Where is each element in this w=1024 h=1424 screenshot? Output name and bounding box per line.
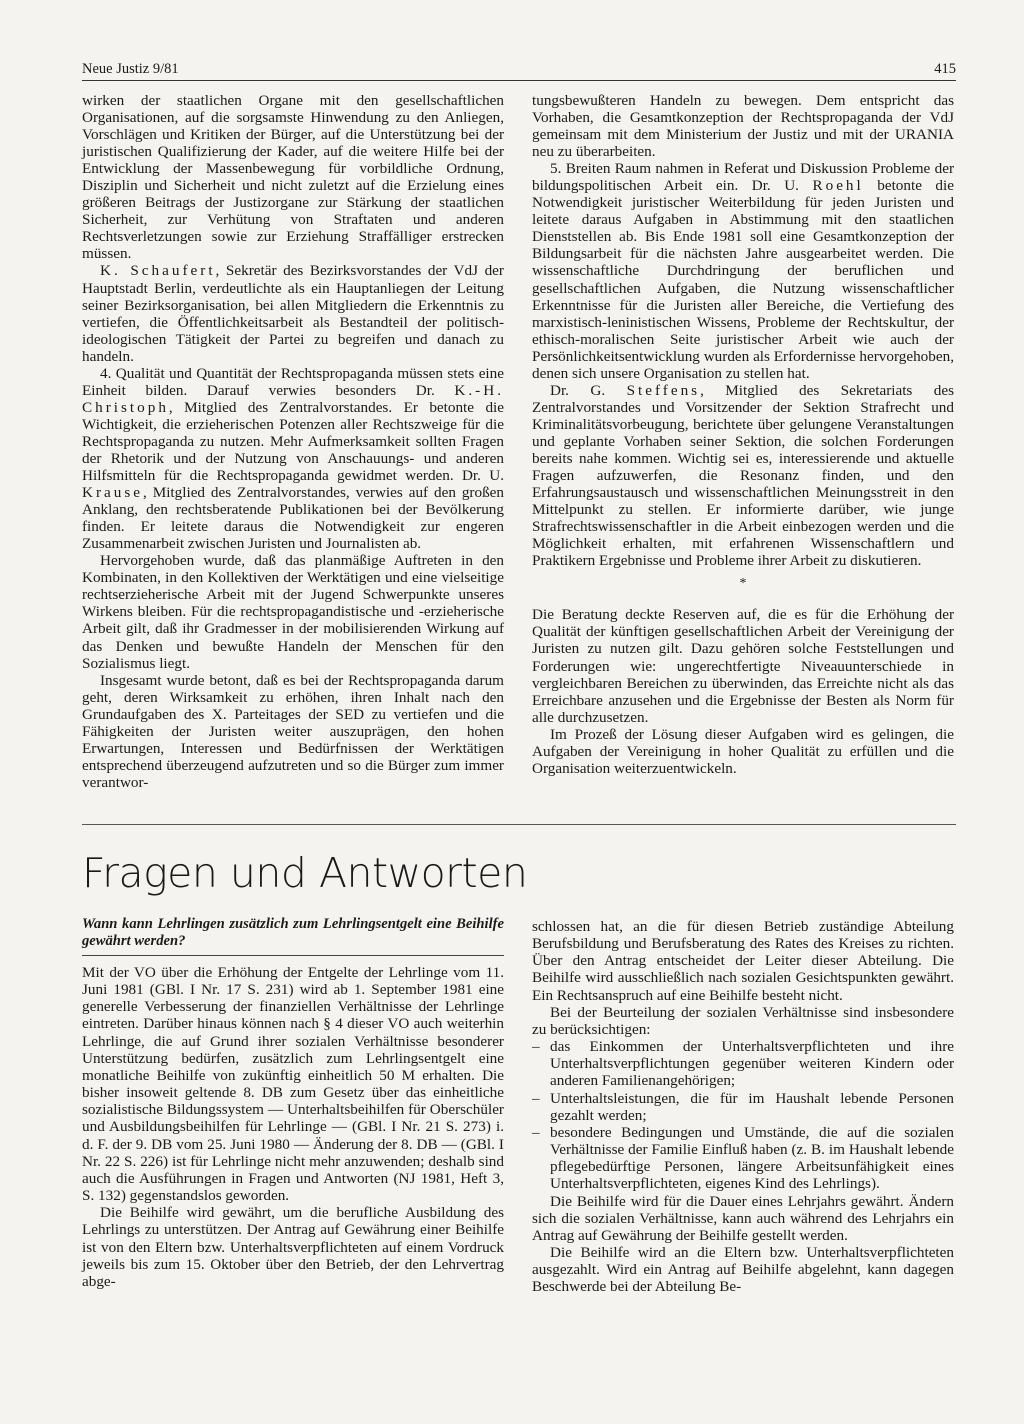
paragraph: schlossen hat, an die für diesen Betrieb zuständige Abteilung Berufsbildung und Berufsberatung des Rates des Kreises zu richten. Über den Antrag entscheidet der Leiter dieser Abteilung. Die Beihilfe wird ausschließlich nach sozialen Gesichtspunkten gewährt. Ein Rechtsanspruch auf eine Beihilfe besteht nicht. (532, 918, 954, 1004)
paragraph: Dr. G. Steffens, Mitglied des Sekretariats des Zentralvorstandes und Vorsitzender der Sektion Strafrecht und Kriminalitätsvorbeugung, berichtete über gelungene Veranstaltungen und geplante Vorhaben seiner Sektion, die solchen Forderungen bereits nahe kommen. Wichtig sei es, interessierende und aktuelle Fragen aufzuwerfen, die Resonanz finden, und den Erfahrungsaustausch und wissenschaftlichen Meinungsstreit in den Mittelpunkt zu stellen. Er informierte darüber, wie junge Strafrechtswissenschaftler in die Arbeit einbezogen werden und die Möglichkeit erhalten, mit erfahrenen Wissenschaftlern und Praktikern Ergebnisse und Probleme ihrer Arbeit zu diskutieren. (532, 381, 954, 570)
paragraph: Die Beihilfe wird für die Dauer eines Lehrjahrs gewährt. Ändern sich die sozialen Verhältnisse, kann auch während des Lehrjahrs ein Antrag auf Gewährung der Beihilfe gestellt werden. (532, 1192, 954, 1244)
page-number: 415 (934, 61, 956, 77)
criteria-list (532, 1038, 954, 1192)
person-name: Steffens (626, 381, 701, 399)
paragraph: Mit der VO über die Erhöhung der Entgelte der Lehrlinge vom 11. Juni 1981 (GBl. I Nr. 17 S. 231) wird ab 1. September 1981 eine generelle Verbesserung der finanziellen Verhältnisse der Lehrlinge eintreten. Darüber hinaus können nach § 4 dieser VO auch weiterhin Lehrlinge, die auf Grund ihrer sozialen Verhältnisse besonderer Unterstützung bedürfen, zusätzlich zum Lehrlingsentgelt eine monatliche Beihilfe von zukünftig einheitlich 50 M erhalten. Die bisher insoweit geltende 8. DB zum Gesetz über das einheitliche sozialistische Bildungssystem — Unterhaltsbeihilfen für Oberschüler und Ausbildungsbeihilfen für Lehrlinge — (GBl. I Nr. 21 S. 273) i. d. F. der 9. DB vom 25. Juni 1980 — Änderung der 8. DB — (GBl. I Nr. 22 S. 226) ist für Lehrlinge nicht mehr anzuwenden; deshalb sind auch die Ausführungen in Fragen und Antworten (NJ 1981, Heft 3, S. 132) gegenstandslos geworden. (82, 964, 504, 1205)
person-name: Krause (82, 484, 144, 502)
person-name: K. Schaufert (100, 262, 216, 280)
paragraph: K. Schaufert, Sekretär des Bezirksvorstandes der VdJ der Hauptstadt Berlin, verdeutlichte als ein Hauptanliegen der Leitung seiner Bezirksorganisation, bei allen Mitgliedern die Erkenntnis zu vertiefen, die Öffentlichkeitsarbeit als Bestandteil der politisch-ideologischen Tätigkeit der Partei zu begreifen und danach zu handeln. (82, 262, 504, 365)
list-item: – Unterhaltsleistungen, die für im Haushalt lebende Personen gezahlt werden; (532, 1090, 954, 1124)
paragraph: Insgesamt wurde betont, daß es bei der Rechtspropaganda darum geht, deren Wirksamkeit zu erhöhen, ihren Inhalt nach den Grundaufgaben des X. Parteitages der SED zu vertiefen und die Fähigkeiten der Juristen weiter auszuprägen, den hohen Erwartungen, Interessen und Bedürfnissen der Werktätigen entsprechend überzeugend aufzutreten und so die Bürger zum immer verantwor- (82, 671, 504, 791)
section-title: Fragen und Antworten (82, 849, 528, 897)
journal-issue: Neue Justiz 9/81 (82, 61, 179, 77)
answer-left-column (82, 964, 504, 1290)
article-right-column (532, 92, 954, 777)
header-rule (82, 80, 956, 81)
paragraph: Die Beihilfe wird an die Eltern bzw. Unterhaltsverpflichteten ausgezahlt. Wird ein Antrag auf Beihilfe abgelehnt, kann dagegen Beschwerde bei der Abteilung Be- (532, 1243, 954, 1296)
paragraph: Hervorgehoben wurde, daß das planmäßige Auftreten in den Kombinaten, in den Kollektiven der Werktätigen und eine vielseitige rechtserzieherische Arbeit mit der Jugend Schwerpunkte unseres Wirkens bleiben. Für die rechtspropagandistische und -erzieherische Arbeit gilt, daß ihr Gradmesser in der mobilisierenden Wirkung auf das Denken und bewußte Handeln der Menschen für den Sozialismus liegt. (82, 552, 504, 672)
paragraph: Die Beratung deckte Reserven auf, die es für die Erhöhung der Qualität der künftigen gesellschaftlichen Arbeit der Vereinigung der Juristen zu nutzen gilt. Dazu gehören solche Feststellungen und Forderungen wie: ungerechtfertigte Niveauunterschiede in vergleichbaren Bereichen zu überwinden, das Erreichte nicht als das Erreichbare anzusehen und die Ergebnisse der Besten als Norm für alle durchzusetzen. (532, 606, 954, 726)
person-name: K.-H. Christoph (82, 381, 504, 416)
paragraph: Im Prozeß der Lösung dieser Aufgaben wird es gelingen, die Aufgaben der Vereinigung in hoher Qualität zu erfüllen und die Organisation weiterzuentwickeln. (532, 725, 954, 777)
list-item: – besondere Bedingungen und Umstände, die auf die sozialen Verhältnisse der Familie Einfluß haben (z. B. im Haushalt lebende pflegebedürftige Personen, längere Arbeitsunfähigkeit eines Unterhaltsverpflichteten, eigenes Kind des Lehrlings). (532, 1124, 954, 1193)
section-divider (82, 824, 956, 825)
paragraph: 5. Breiten Raum nahmen in Referat und Diskussion Probleme der bildungspolitischen Arbeit ein. Dr. U. Roehl betonte die Notwendigkeit juristischer Weiterbildung für jeden Juristen und leitete daraus Aufgaben in Abstimmung mit den staatlichen Dienststellen ab. Bis Ende 1981 soll eine Gesamtkonzeption der Bildungsarbeit für die nächsten Jahre ausgearbeitet werden. Die wissenschaftliche Durchdringung der beruflichen und gesellschaftlichen Aufgaben, die Nutzung wissenschaftlicher Erkenntnisse für die Juristen aller Bereiche, die Vertiefung des marxistisch-leninistischen Wissens, Probleme der Rechtskultur, der ethisch-moralischen Seite juristischer Arbeit wie auch der Persönlichkeitsentwicklung wurden als Erfordernisse hervorgehoben, denen sich unsere Organisation zu stellen hat. (532, 160, 954, 382)
paragraph: wirken der staatlichen Organe mit den gesellschaftlichen Organisationen, auf die sorgsamste Hinwendung zu den Anliegen, Vorschlägen und Kritiken der Bürger, auf die Unterstützung bei der juristischen Qualifizierung der Kader, auf die weitere Hilfe bei der Entwicklung der Massenbewegung für vorbildliche Ordnung, Disziplin und Sicherheit und nicht zuletzt auf die Erzielung eines größeren Beitrags der Justizorgane zur Stärkung der staatlichen Sicherheit, zur Verhütung von Straftaten und anderen Rechtsverletzungen sowie zur Erziehung Straffälliger erstrecken müssen. (82, 92, 504, 263)
list-item: – das Einkommen der Unterhaltsverpflichteten und ihre Unterhaltsverpflichtungen gegenüber weiteren Kindern oder anderen Familienangehörigen; (532, 1038, 954, 1089)
person-name: Roehl (812, 177, 864, 195)
section-separator: * (739, 576, 747, 592)
article-left-column (82, 92, 504, 791)
paragraph: Die Beihilfe wird gewährt, um die berufliche Ausbildung des Lehrlings zu unterstützen. Der Antrag auf Gewährung einer Beihilfe ist von den Eltern bzw. Unterhaltsverpflichteten auf einem Vordruck jeweils bis zum 15. Oktober über den Betrieb, der den Lehrvertrag abge- (82, 1204, 504, 1290)
answer-right-column (532, 918, 954, 1295)
paragraph: Bei der Beurteilung der sozialen Verhältnisse sind insbesondere zu berücksichtigen: (532, 1003, 954, 1038)
question-heading: Wann kann Lehrlingen zusätzlich zum Lehrlingsentgelt eine Beihilfe gewährt werden? (82, 916, 504, 949)
question-rule (82, 955, 504, 956)
paragraph: 4. Qualität und Quantität der Rechtspropaganda müssen stets eine Einheit bilden. Darauf verwies besonders Dr. K.-H. Christoph, Mitglied des Zentralvorstandes. Er betonte die Wichtigkeit, die erzieherischen Potenzen aller Rechtszweige für die Rechtspropaganda zu nutzen. Mehr Aufmerksamkeit sollten Fragen der Rhetorik und der Nutzung von Anschauungs- und anderen Hilfsmitteln für die Rechtspropaganda gewidmet werden. Dr. U. Krause, Mitglied des Zentralvorstandes, verwies auf den großen Anklang, den rechtsberatende Publikationen bei der Bevölkerung finden. Er leitete daraus die Notwendigkeit zur engeren Zusammenarbeit zwischen Juristen und Journalisten ab. (82, 364, 504, 553)
paragraph: tungsbewußteren Handeln zu bewegen. Dem entspricht das Vorhaben, die Gesamtkonzeption der Rechtspropaganda der VdJ gemeinsam mit dem Ministerium der Justiz und mit der URANIA neu zu überarbeiten. (532, 92, 954, 161)
